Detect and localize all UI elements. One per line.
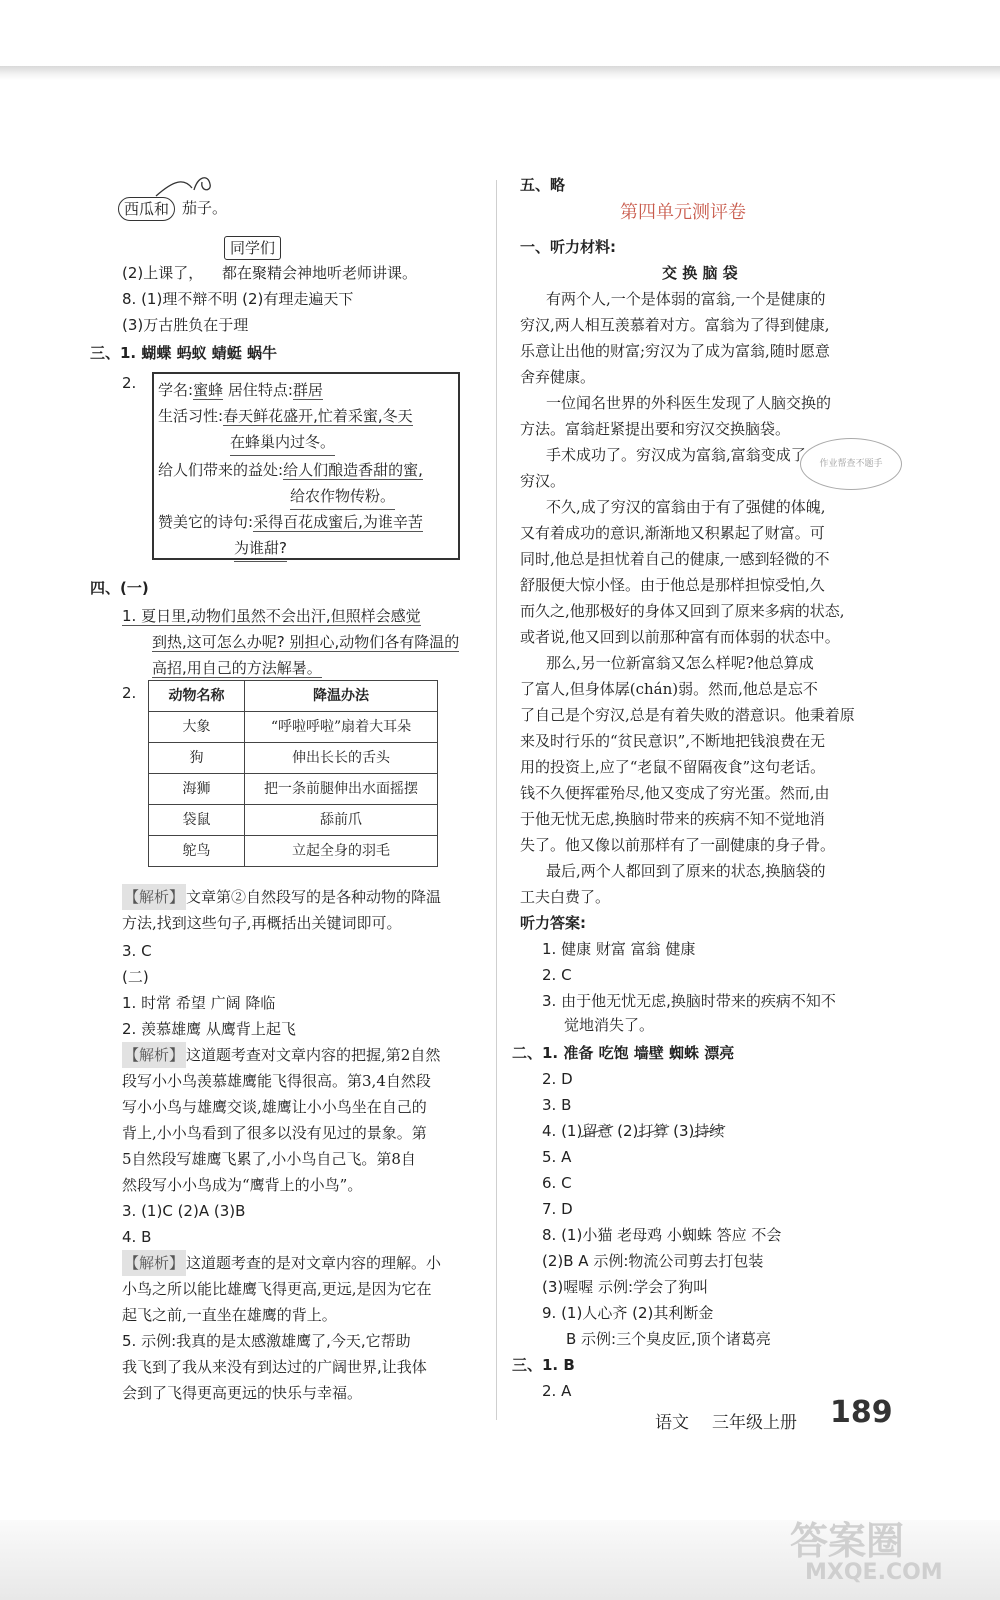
value-yichu-1: 给人们酿造香甜的蜜, xyxy=(283,461,423,479)
jiexi-3-text-c: 起飞之前,一直坐在雄鹰的背上。 xyxy=(122,1306,337,1324)
label-xueming: 学名: xyxy=(158,381,194,399)
s2-q8-3: (3)喔喔 示例:学会了狗叫 xyxy=(542,1278,709,1296)
bee-line-4 xyxy=(158,457,423,483)
s2-q4-mid-2: (3) xyxy=(668,1122,695,1140)
jiexi-3-text-a: 这道题考查的是对文章内容的理解。小 xyxy=(186,1254,442,1272)
jiexi-3-text-b: 小鸟之所以能比雄鹰飞得更高,更远,是因为它在 xyxy=(122,1280,432,1298)
story-p2-b: 方法。富翁赶紧提出要和穷汉交换脑袋。 xyxy=(520,420,791,438)
footer-subject: 语文 xyxy=(655,1413,689,1433)
s2-q4-word-1: 留意 xyxy=(582,1122,613,1140)
jiexi-2-text-b: 段写小小鸟羡慕雄鹰能飞得很高。第3,4自然段 xyxy=(122,1072,431,1090)
s2-q8-1: 8. (1)小猫 老母鸡 小蜘蛛 答应 不会 xyxy=(542,1226,782,1244)
s2-q4-prefix: 4. (1) xyxy=(542,1122,583,1140)
s4-q1-line1 xyxy=(122,603,421,629)
jiexi-2-text-a: 这道题考查对文章内容的把握,第2自然 xyxy=(186,1046,441,1064)
listening-answer-title: 听力答案: xyxy=(520,914,586,932)
s2-q4-word-2: 打算 xyxy=(638,1122,669,1140)
animal-cooling-table xyxy=(148,680,438,867)
ans-q1: 1. 健康 财富 富翁 健康 xyxy=(542,940,696,958)
s4b-q5-line2: 我飞到了我从来没有到达过的广阔世界,让我体 xyxy=(122,1358,427,1376)
section-3-q1-right: 三、1. B xyxy=(512,1356,575,1374)
jiexi-2-text-c: 写小小鸟与雄鹰交谈,雄鹰让小小鸟坐在自己的 xyxy=(122,1098,427,1116)
value-juzhu: 群居 xyxy=(292,381,323,399)
value-xueming: 蜜蜂 xyxy=(193,381,224,399)
story-p5-f: 钱不久便挥霍殆尽,他又变成了穷光蛋。然而,由 xyxy=(520,784,830,802)
table-cell-method: “呼啦呼啦”扇着大耳朵 xyxy=(245,712,438,743)
jiexi-1-text-a: 文章第②自然段写的是各种动物的降温 xyxy=(186,888,442,906)
story-p6-b: 工夫白费了。 xyxy=(520,888,611,906)
jiexi-2-text-e: 5自然段写雄鹰飞累了,小小鸟自己飞。第8自 xyxy=(122,1150,416,1168)
table-row xyxy=(149,774,438,805)
jiexi-tag: 【解析】 xyxy=(122,1042,186,1068)
story-p4-d: 舒服便大惊小怪。由于他总是那样担惊受怕,久 xyxy=(520,576,825,594)
bee-line-1 xyxy=(158,377,323,403)
story-p5-d: 来及时行乐的“贫民意识”,不断地把钱浪费在无 xyxy=(520,732,826,750)
jiexi-tag: 【解析】 xyxy=(122,1250,186,1276)
unit-test-title: 第四单元测评卷 xyxy=(620,202,746,223)
table-cell-animal: 海狮 xyxy=(149,774,245,805)
table-cell-animal: 狗 xyxy=(149,743,245,774)
table-header-row xyxy=(149,681,438,712)
value-shiju-2: 为谁甜? xyxy=(234,535,287,562)
s4-q1-text-b: 到热,这可怎么办呢? 别担心,动物们各有降温的 xyxy=(152,633,460,651)
s2-q5: 5. A xyxy=(542,1148,572,1166)
s4-q2: 2. xyxy=(122,684,137,702)
s2-q2: 2. D xyxy=(542,1070,573,1088)
section-3-q2: 2. xyxy=(122,374,137,392)
section-1-listening: 一、听力材料: xyxy=(520,238,616,256)
story-p3-a: 手术成功了。穷汉成为富翁,富翁变成了 xyxy=(546,446,806,464)
bubble-xigua: 西瓜和 xyxy=(118,197,175,221)
s4-q1-line3 xyxy=(152,655,322,681)
ans-q2: 2. C xyxy=(542,966,572,984)
ans-q3-b: 觉地消失了。 xyxy=(564,1016,655,1034)
jiexi-3-line1 xyxy=(122,1250,441,1276)
s4b-q1: 1. 时常 希望 广阔 降临 xyxy=(122,994,276,1012)
story-p6-a: 最后,两个人都回到了原来的状态,换脑袋的 xyxy=(546,862,826,880)
section-3-q1: 三、1. 蝴蝶 蚂蚁 蜻蜓 蜗牛 xyxy=(90,344,278,362)
story-p4-c: 同时,他总是担忧着自己的健康,一感到轻微的不 xyxy=(520,550,830,568)
table-cell-method: 把一条前腿伸出水面摇摆 xyxy=(245,774,438,805)
jiexi-tag: 【解析】 xyxy=(122,884,186,910)
s2-q4-mid-1: (2) xyxy=(612,1122,639,1140)
line-shangke: (2)上课了， xyxy=(122,264,204,282)
story-p4-a: 不久,成了穷汉的富翁由于有了强健的体魄, xyxy=(546,498,826,516)
s4b-q5-line1: 5. 示例:我真的是太感激雄鹰了,今天,它帮助 xyxy=(122,1332,411,1350)
value-shiju-1: 采得百花成蜜后,为谁辛苦 xyxy=(253,513,423,531)
section-2-q1: 二、1. 准备 吃饱 墙壁 蜘蛛 漂亮 xyxy=(512,1044,735,1062)
section-4-header: 四、(一) xyxy=(90,579,149,597)
story-p5-b: 了富人,但身体孱(chán)弱。然而,他总是忘不 xyxy=(520,680,818,698)
story-p5-a: 那么,另一位新富翁又怎么样呢?他总算成 xyxy=(546,654,814,672)
s4-part2: (二) xyxy=(122,968,149,986)
s4-q1-text-a: 1. 夏日里,动物们虽然不会出汗,但照样会感觉 xyxy=(122,607,421,625)
story-p3-b: 穷汉。 xyxy=(520,472,566,490)
s2-q4 xyxy=(542,1118,724,1144)
label-yichu: 给人们带来的益处: xyxy=(158,461,284,479)
table-row xyxy=(149,743,438,774)
section-5: 五、略 xyxy=(520,176,566,194)
table-header-method: 降温办法 xyxy=(245,681,438,712)
page-number: 189 xyxy=(830,1395,893,1430)
jiexi-2-text-d: 背上,小小鸟看到了很多以没有见过的景象。第 xyxy=(122,1124,427,1142)
s4b-q3: 3. (1)C (2)A (3)B xyxy=(122,1202,246,1220)
q8-3: (3)万古胜负在于理 xyxy=(122,316,249,334)
s4-q3: 3. C xyxy=(122,942,152,960)
table-row xyxy=(149,836,438,867)
bubble-tongxue: 同学们 xyxy=(224,236,281,260)
story-p1-d: 舍弃健康。 xyxy=(520,368,596,386)
s4b-q4: 4. B xyxy=(122,1228,152,1246)
story-title: 交 换 脑 袋 xyxy=(662,264,738,282)
text-qiezi: 茄子。 xyxy=(182,199,228,217)
homework-stamp-watermark: 作业帮查不题手 xyxy=(800,438,902,490)
ans-q3-a: 3. 由于他无忧无虑,换脑时带来的疾病不知不 xyxy=(542,992,836,1010)
story-p4-e: 而久之,他那极好的身体又回到了原来多病的状态, xyxy=(520,602,845,620)
q8-answers: 8. (1)理不辩不明 (2)有理走遍天下 xyxy=(122,290,354,308)
story-p5-g: 于他无忧无虑,换脑时带来的疾病不知不觉地消 xyxy=(520,810,825,828)
s4-q1-line2 xyxy=(152,629,459,655)
site-logo-watermark: 答案圈 xyxy=(790,1519,905,1563)
label-shiju: 赞美它的诗句: xyxy=(158,513,254,531)
s4b-q2: 2. 羡慕雄鹰 从鹰背上起飞 xyxy=(122,1020,296,1038)
label-shenghuo: 生活习性: xyxy=(158,407,224,425)
value-shenghuo-2: 在蜂巢内过冬。 xyxy=(230,429,335,456)
story-p1-b: 穷汉,两人相互羡慕着对方。富翁为了得到健康, xyxy=(520,316,830,334)
table-cell-animal: 袋鼠 xyxy=(149,805,245,836)
s4-q1-text-c: 高招,用自己的方法解暑。 xyxy=(152,659,322,677)
s4b-q5-line3: 会到了飞得更高更远的快乐与幸福。 xyxy=(122,1384,363,1402)
jiexi-1-line1 xyxy=(122,884,441,910)
story-p2-a: 一位闻名世界的外科医生发现了人脑交换的 xyxy=(546,394,832,412)
bee-line-6 xyxy=(158,509,423,535)
value-yichu-2: 给农作物传粉。 xyxy=(290,483,395,510)
label-juzhu: 居住特点: xyxy=(223,381,293,399)
value-shenghuo-1: 春天鲜花盛开,忙着采蜜,冬天 xyxy=(223,407,413,425)
s2-q9-1: 9. (1)人心齐 (2)其利断金 xyxy=(542,1304,714,1322)
table-header-animal: 动物名称 xyxy=(149,681,245,712)
s2-q6: 6. C xyxy=(542,1174,572,1192)
table-cell-animal: 大象 xyxy=(149,712,245,743)
s2-q8-2: (2)B A 示例:物流公司剪去打包装 xyxy=(542,1252,764,1270)
s2-q4-word-3: 持续 xyxy=(694,1122,725,1140)
jiexi-1-text-b: 方法,找到这些句子,再概括出关键词即可。 xyxy=(122,914,402,932)
table-cell-method: 舔前爪 xyxy=(245,805,438,836)
site-url-watermark: MXQE.COM xyxy=(805,1560,943,1585)
jiexi-2-line1 xyxy=(122,1042,440,1068)
story-p5-h: 失了。他又像以前那样有了一副健康的身子骨。 xyxy=(520,836,836,854)
line-shangke-rest: 都在聚精会神地听老师讲课。 xyxy=(222,264,418,282)
table-cell-animal: 鸵鸟 xyxy=(149,836,245,867)
s2-q9-2: B 示例:三个臭皮匠,顶个诸葛亮 xyxy=(566,1330,771,1348)
table-row xyxy=(149,805,438,836)
section-3-q2-right: 2. A xyxy=(542,1382,572,1400)
story-p5-e: 用的投资上,应了“老鼠不留隔夜食”这句老话。 xyxy=(520,758,826,776)
story-p4-b: 又有着成功的意识,渐渐地又积累起了财富。可 xyxy=(520,524,825,542)
table-row xyxy=(149,712,438,743)
s2-q7: 7. D xyxy=(542,1200,573,1218)
story-p1-c: 乐意让出他的财富;穷汉为了成为富翁,随时愿意 xyxy=(520,342,830,360)
jiexi-2-text-f: 然段写小小鸟成为“鹰背上的小鸟”。 xyxy=(122,1176,363,1194)
page-top-shadow xyxy=(0,66,1000,80)
table-cell-method: 伸出长长的舌头 xyxy=(245,743,438,774)
s2-q3: 3. B xyxy=(542,1096,572,1114)
bee-line-2 xyxy=(158,403,413,429)
footer-grade: 三年级上册 xyxy=(712,1413,797,1433)
column-divider xyxy=(496,180,497,1420)
story-p1-a: 有两个人,一个是体弱的富翁,一个是健康的 xyxy=(546,290,826,308)
story-p4-f: 或者说,他又回到以前那种富有而体弱的状态中。 xyxy=(520,628,840,646)
table-cell-method: 立起全身的羽毛 xyxy=(245,836,438,867)
story-p5-c: 了自己是个穷汉,总是有着失败的潜意识。他秉着原 xyxy=(520,706,855,724)
